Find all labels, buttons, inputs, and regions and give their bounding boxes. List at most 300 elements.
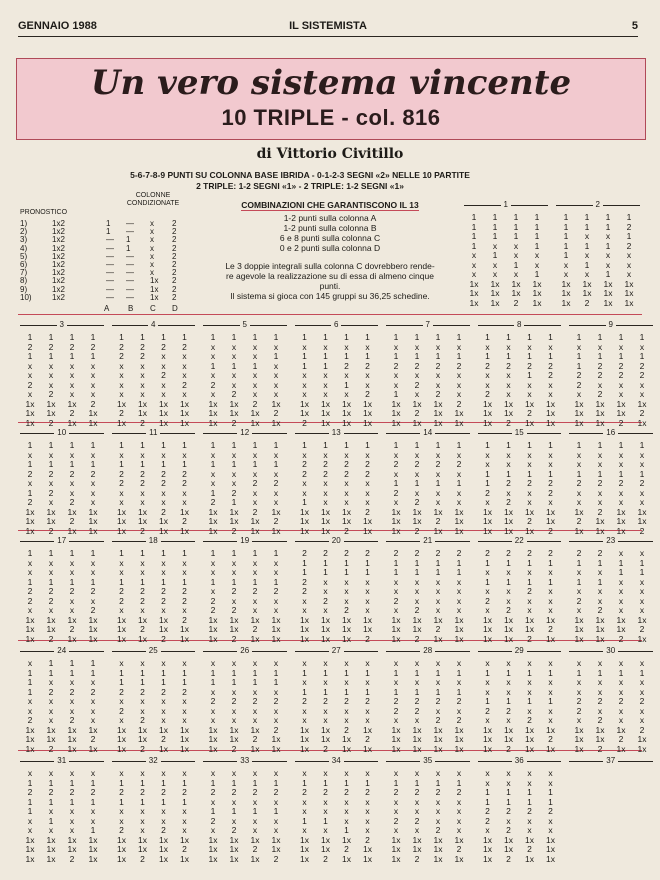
block-cell: 1 bbox=[48, 667, 54, 678]
block-cell: x bbox=[140, 360, 145, 371]
block-cell: 2 bbox=[302, 417, 307, 428]
block-cell: 1x bbox=[574, 417, 584, 428]
block-cell: x bbox=[365, 815, 370, 826]
block-cell: 2 bbox=[527, 478, 532, 488]
block-cell: 1x bbox=[138, 834, 147, 845]
block-cell: 1 bbox=[231, 497, 237, 507]
block-cell: x bbox=[182, 370, 187, 380]
block-cell: 1 bbox=[140, 440, 145, 450]
block-cell: 1 bbox=[69, 351, 75, 361]
block-cell: x bbox=[639, 497, 645, 507]
block-cell: x bbox=[639, 341, 645, 352]
block-cell: x bbox=[576, 677, 582, 687]
pronostico-cell: 2 bbox=[172, 276, 177, 286]
block-number bbox=[382, 320, 474, 330]
block-cell: x bbox=[252, 567, 258, 577]
block-cell: 1 bbox=[597, 440, 603, 450]
block-cell: 2 bbox=[161, 468, 166, 479]
block-cell: x bbox=[231, 567, 237, 577]
block-cell: x bbox=[597, 595, 603, 606]
block-cell: 1 bbox=[27, 576, 33, 587]
block-cell: 2 bbox=[414, 459, 420, 469]
block-number bbox=[565, 320, 657, 330]
block-cell: x bbox=[393, 658, 399, 668]
block-cell: x bbox=[344, 705, 349, 716]
block-cell: 2 bbox=[344, 696, 349, 706]
block-cell: 1x bbox=[25, 743, 35, 754]
block-cell: 1x bbox=[637, 516, 647, 526]
column-block bbox=[108, 646, 200, 754]
block-cell: x bbox=[161, 806, 166, 816]
block-cell: x bbox=[597, 459, 603, 469]
block-cell: 1x bbox=[483, 633, 492, 644]
block-cell: 1 bbox=[48, 332, 54, 342]
block-cell: 2 bbox=[506, 806, 511, 816]
block-cell: x bbox=[393, 806, 399, 816]
block-cell: 2 bbox=[252, 478, 258, 488]
block-cell: x bbox=[252, 686, 258, 697]
block-cell: x bbox=[414, 806, 420, 816]
block-cell: x bbox=[365, 497, 370, 507]
column-block bbox=[382, 428, 474, 536]
column-block bbox=[474, 320, 566, 428]
block-cell: 1 bbox=[252, 806, 258, 816]
block-cell: 2 bbox=[161, 370, 166, 380]
block-cell: x bbox=[90, 389, 96, 399]
block-cell: x bbox=[231, 705, 237, 716]
block-cell: x bbox=[365, 586, 370, 596]
note-line: re agevole la realizzazione su di essa di almeno cinque bbox=[226, 271, 434, 281]
note-line: Il sistema si gioca con 145 gruppi su 36,25 schedine. bbox=[230, 291, 430, 301]
block-cell: x bbox=[485, 341, 490, 352]
block-cell: 1 bbox=[302, 567, 307, 577]
block-cell: x bbox=[48, 379, 54, 390]
block-cell: x bbox=[548, 595, 553, 606]
column-block bbox=[474, 536, 566, 644]
note-line: Le 3 doppie integrali sulla colonna C dovrebbero rende- bbox=[225, 261, 435, 271]
block-cell: x bbox=[597, 705, 603, 716]
block-cell: 1x bbox=[88, 633, 98, 644]
block-cell: 1 bbox=[471, 231, 477, 241]
block-cell: 1x bbox=[342, 398, 351, 409]
block-cell: 2 bbox=[527, 844, 532, 854]
block-cell: x bbox=[210, 389, 216, 399]
block-cell: 1 bbox=[302, 332, 307, 342]
block-cell: 1 bbox=[618, 468, 624, 479]
block-cell: x bbox=[435, 497, 441, 507]
block-cell: 2 bbox=[485, 389, 490, 399]
block-cell: x bbox=[323, 796, 328, 807]
block-cell: x bbox=[639, 389, 645, 399]
block-number bbox=[565, 536, 657, 546]
block-cell: 2 bbox=[597, 360, 603, 371]
block-cell: 2 bbox=[626, 240, 632, 251]
block-cell: x bbox=[435, 487, 441, 498]
column-block bbox=[291, 756, 383, 864]
block-cell: 1x bbox=[117, 506, 126, 517]
block-cell: 1x bbox=[46, 398, 56, 409]
block-cell: 2 bbox=[576, 370, 582, 380]
block-cell: 1 bbox=[414, 667, 420, 678]
block-cell: x bbox=[231, 686, 237, 697]
block-cell: 1 bbox=[506, 667, 511, 678]
block-cell: x bbox=[471, 250, 477, 260]
block-cell: x bbox=[302, 796, 307, 807]
pronostico-cell: 1x bbox=[150, 292, 159, 302]
block-cell: x bbox=[231, 557, 237, 568]
block-cell: 1 bbox=[302, 351, 307, 361]
block-number bbox=[16, 756, 108, 766]
block-cell: 1x bbox=[46, 516, 56, 526]
block-number-text: 33 bbox=[237, 756, 252, 765]
block-number bbox=[474, 428, 566, 438]
block-cell: 1x bbox=[483, 398, 492, 409]
block-cell: 2 bbox=[210, 379, 216, 390]
block-cell: 1x bbox=[603, 297, 613, 308]
block-cell: 1x bbox=[391, 516, 401, 526]
block-cell: x bbox=[597, 658, 603, 668]
column-block bbox=[565, 428, 657, 536]
block-cell: 1 bbox=[252, 777, 258, 788]
block-cell: 1 bbox=[639, 667, 645, 678]
block-cell: x bbox=[48, 715, 54, 725]
block-cell: x bbox=[140, 497, 145, 507]
block-cell: x bbox=[506, 595, 511, 606]
block-cell: 1x bbox=[412, 624, 422, 634]
block-cell: x bbox=[119, 696, 124, 706]
block-cell: x bbox=[90, 567, 96, 577]
block-cell: 1x bbox=[250, 633, 260, 644]
block-cell: 1 bbox=[492, 212, 498, 222]
block-cell: 1 bbox=[69, 459, 75, 469]
block-cell: 1 bbox=[119, 440, 124, 450]
block-cell: x bbox=[597, 379, 603, 390]
block-cell: 1 bbox=[48, 576, 54, 587]
block-cell: x bbox=[639, 576, 645, 587]
block-cell: 1x bbox=[433, 614, 443, 625]
block-cell: 2 bbox=[527, 548, 532, 558]
pronostico-cell: 9) bbox=[20, 284, 28, 294]
block-cell: x bbox=[161, 449, 166, 460]
pronostico-cell: x bbox=[150, 268, 154, 278]
block-cell: 2 bbox=[69, 497, 75, 507]
note-line: punti. bbox=[319, 281, 341, 291]
block-cell: 2 bbox=[231, 825, 237, 835]
block-cell: 2 bbox=[414, 379, 420, 390]
block-cell: 1x bbox=[117, 398, 126, 409]
block-cell: x bbox=[365, 806, 370, 816]
block-cell: 2 bbox=[626, 221, 632, 232]
block-cell: x bbox=[231, 449, 237, 460]
block-cell: 1x bbox=[412, 417, 422, 428]
block-cell: x bbox=[618, 605, 624, 615]
block-cell: 2 bbox=[273, 724, 279, 735]
block-cell: 2 bbox=[90, 686, 96, 697]
block-cell: 2 bbox=[231, 525, 237, 536]
block-number-text: 5 bbox=[240, 320, 250, 329]
block-cell: x bbox=[273, 449, 279, 460]
block-cell: x bbox=[527, 825, 532, 835]
block-cell: 1 bbox=[414, 686, 420, 697]
block-cell: x bbox=[344, 370, 349, 380]
block-number-text: 17 bbox=[54, 536, 69, 545]
block-cell: x bbox=[252, 815, 258, 826]
block-cell: x bbox=[161, 715, 166, 725]
block-cell: 1x bbox=[363, 417, 372, 428]
block-cell: 1 bbox=[506, 351, 511, 361]
block-cell: 2 bbox=[506, 705, 511, 716]
block-cell: 1x bbox=[525, 525, 534, 536]
block-cell: 1 bbox=[231, 360, 237, 371]
block-cell: x bbox=[584, 269, 590, 279]
block-cell: 2 bbox=[161, 506, 166, 517]
intro-line-2: 2 TRIPLE: 1-2 SEGNI «1» - 2 TRIPLE: 1-2 SEGNI «1» bbox=[196, 181, 404, 191]
block-cell: x bbox=[48, 696, 54, 706]
pronostico-cell: x bbox=[150, 243, 154, 253]
block-cell: x bbox=[506, 341, 511, 352]
block-cell: 2 bbox=[618, 370, 624, 380]
block-cell: x bbox=[273, 360, 279, 371]
block-cell: 1x bbox=[532, 297, 542, 308]
block-cell: 1x bbox=[546, 844, 555, 854]
block-number-text: 9 bbox=[606, 320, 616, 329]
block-cell: 2 bbox=[161, 633, 166, 644]
block-cell: 1 bbox=[161, 677, 166, 687]
block-cell: 2 bbox=[231, 586, 237, 596]
block-cell: 2 bbox=[414, 360, 420, 371]
block-cell: 1x bbox=[342, 834, 351, 845]
block-cell: x bbox=[182, 497, 187, 507]
block-cell: 2 bbox=[456, 459, 462, 469]
block-cell: 1x bbox=[300, 734, 309, 744]
block-cell: x bbox=[365, 595, 370, 606]
block-cell: 1x bbox=[321, 633, 330, 644]
header-page-number: 5 bbox=[631, 20, 638, 32]
block-cell: x bbox=[182, 825, 187, 835]
block-cell: 1x bbox=[546, 506, 555, 517]
block-cell: x bbox=[563, 259, 569, 270]
block-cell: 1 bbox=[513, 212, 519, 222]
block-cell: 1x bbox=[46, 844, 56, 854]
block-cell: x bbox=[365, 605, 370, 615]
block-number-text: 28 bbox=[420, 646, 435, 655]
block-cell: x bbox=[161, 360, 166, 371]
block-cell: x bbox=[273, 686, 279, 697]
pronostico-cell: 2 bbox=[172, 243, 177, 253]
block-cell: x bbox=[584, 250, 590, 260]
block-cell: 1x bbox=[504, 624, 513, 634]
block-cell: x bbox=[506, 686, 511, 697]
block-cell: 1 bbox=[513, 221, 519, 232]
block-cell: 1 bbox=[626, 212, 632, 222]
block-cell: 1x bbox=[574, 724, 584, 735]
block-cell: 1x bbox=[300, 853, 309, 864]
block-cell: 1 bbox=[302, 360, 307, 371]
block-cell: 2 bbox=[639, 370, 645, 380]
block-cell: 1 bbox=[231, 777, 237, 788]
block-cell: x bbox=[435, 677, 441, 687]
block-cell: x bbox=[182, 705, 187, 716]
block-cell: x bbox=[639, 595, 645, 606]
block-number-text: 20 bbox=[329, 536, 344, 545]
block-cell: 1x bbox=[561, 278, 571, 289]
block-cell: 1 bbox=[393, 440, 399, 450]
block-cell: 1x bbox=[88, 844, 98, 854]
block-cell: 1 bbox=[344, 686, 349, 697]
block-cell: 1x bbox=[180, 506, 189, 517]
block-cell: 1x bbox=[616, 743, 626, 754]
block-cell: x bbox=[69, 487, 75, 498]
block-cell: x bbox=[435, 658, 441, 668]
block-cell: 1x bbox=[342, 408, 351, 418]
block-cell: x bbox=[119, 768, 124, 778]
block-cell: 1 bbox=[393, 351, 399, 361]
block-cell: 1x bbox=[525, 743, 534, 754]
block-cell: 2 bbox=[527, 806, 532, 816]
block-cell: x bbox=[48, 705, 54, 716]
block-cell: 1x bbox=[208, 734, 218, 744]
block-cell: 1 bbox=[90, 332, 96, 342]
block-cell: x bbox=[231, 595, 237, 606]
block-cell: 2 bbox=[252, 398, 258, 409]
block-number bbox=[382, 756, 474, 766]
block-cell: x bbox=[456, 341, 462, 352]
block-cell: 1 bbox=[414, 777, 420, 788]
block-cell: 1x bbox=[342, 614, 351, 625]
block-cell: 1 bbox=[605, 269, 611, 279]
block-cell: 1x bbox=[637, 743, 647, 754]
block-cell: x bbox=[119, 497, 124, 507]
block-cell: 1 bbox=[323, 332, 328, 342]
block-cell: 1x bbox=[321, 516, 330, 526]
block-cell: 1 bbox=[485, 667, 490, 678]
block-cell: 1x bbox=[504, 734, 513, 744]
block-cell: 1 bbox=[618, 332, 624, 342]
block-cell: x bbox=[548, 705, 553, 716]
block-cell: 2 bbox=[414, 605, 420, 615]
block-cell: 1x bbox=[391, 853, 401, 864]
column-block bbox=[16, 536, 108, 644]
block-cell: x bbox=[140, 806, 145, 816]
block-cell: 2 bbox=[527, 516, 532, 526]
block-cell: 2 bbox=[414, 853, 420, 864]
block-cell: x bbox=[597, 677, 603, 687]
block-cell: x bbox=[576, 341, 582, 352]
block-cell: x bbox=[252, 341, 258, 352]
block-cell: 1x bbox=[454, 834, 464, 845]
block-cell: 2 bbox=[548, 370, 553, 380]
block-cell: 1x bbox=[300, 516, 309, 526]
block-cell: x bbox=[302, 389, 307, 399]
block-cell: 2 bbox=[639, 408, 645, 418]
block-cell: x bbox=[506, 777, 511, 788]
block-cell: x bbox=[323, 379, 328, 390]
block-cell: 2 bbox=[252, 696, 258, 706]
block-cell: 2 bbox=[231, 743, 237, 754]
block-cell: 1x bbox=[46, 624, 56, 634]
block-cell: x bbox=[69, 478, 75, 488]
block-cell: 2 bbox=[210, 696, 216, 706]
block-number bbox=[108, 320, 200, 330]
block-cell: x bbox=[273, 705, 279, 716]
block-cell: x bbox=[365, 658, 370, 668]
block-cell: x bbox=[48, 806, 54, 816]
block-cell: 2 bbox=[302, 468, 307, 479]
block-cell: x bbox=[119, 567, 124, 577]
block-cell: 1x bbox=[504, 506, 513, 517]
block-cell: x bbox=[344, 595, 349, 606]
block-cell: 1x bbox=[342, 734, 351, 744]
pronostico-cell: — bbox=[126, 260, 134, 269]
block-cell: x bbox=[27, 478, 33, 488]
block-cell: x bbox=[69, 696, 75, 706]
block-cell: 1x bbox=[504, 408, 513, 418]
block-cell: 2 bbox=[231, 605, 237, 615]
block-cell: x bbox=[182, 768, 187, 778]
block-cell: x bbox=[119, 605, 124, 615]
block-cell: x bbox=[231, 468, 237, 479]
block-cell: 2 bbox=[393, 705, 399, 716]
block-cell: 2 bbox=[119, 478, 124, 488]
block-cell: 2 bbox=[27, 497, 33, 507]
block-cell: x bbox=[534, 259, 540, 270]
block-cell: x bbox=[90, 705, 96, 716]
block-cell: 2 bbox=[140, 787, 145, 797]
pronostico-cell: 2 bbox=[172, 227, 177, 237]
block-cell: 1 bbox=[605, 221, 611, 232]
block-cell: 2 bbox=[344, 468, 349, 479]
block-cell: x bbox=[48, 557, 54, 568]
block-cell: 2 bbox=[506, 360, 511, 371]
block-cell: x bbox=[485, 686, 490, 697]
block-cell: x bbox=[456, 449, 462, 460]
block-cell: 1x bbox=[321, 506, 330, 517]
block-cell: 1x bbox=[391, 633, 401, 644]
block-cell: 1x bbox=[483, 624, 492, 634]
block-number-text: 7 bbox=[423, 320, 433, 329]
block-cell: 1x bbox=[637, 633, 647, 644]
block-cell: x bbox=[161, 605, 166, 615]
block-number-text: 15 bbox=[512, 428, 527, 437]
block-number-text: 25 bbox=[146, 646, 161, 655]
block-cell: 1x bbox=[208, 525, 218, 536]
block-cell: 2 bbox=[140, 686, 145, 697]
block-number bbox=[565, 428, 657, 438]
block-number bbox=[565, 756, 657, 766]
pronostico-cell: — bbox=[106, 235, 114, 245]
block-cell: 1x bbox=[159, 624, 168, 634]
block-cell: x bbox=[485, 370, 490, 380]
block-cell: x bbox=[506, 449, 511, 460]
block-cell: 1 bbox=[182, 677, 187, 687]
block-cell: 1 bbox=[534, 212, 540, 222]
block-cell: x bbox=[618, 576, 624, 587]
block-cell: 2 bbox=[119, 705, 124, 716]
block-cell: x bbox=[210, 715, 216, 725]
block-cell: 1x bbox=[595, 614, 605, 625]
block-cell: 1x bbox=[483, 853, 492, 864]
block-cell: 1x bbox=[25, 525, 35, 536]
block-cell: 1x bbox=[88, 614, 98, 625]
block-cell: x bbox=[597, 341, 603, 352]
pronostico-cell: — bbox=[126, 227, 134, 237]
block-cell: 2 bbox=[182, 844, 187, 854]
block-cell: 1x bbox=[412, 516, 422, 526]
block-cell: 2 bbox=[513, 297, 519, 308]
pronostico-cell: 1x bbox=[150, 284, 159, 294]
block-cell: 1 bbox=[563, 240, 569, 251]
block-cell: 1x bbox=[25, 417, 35, 428]
